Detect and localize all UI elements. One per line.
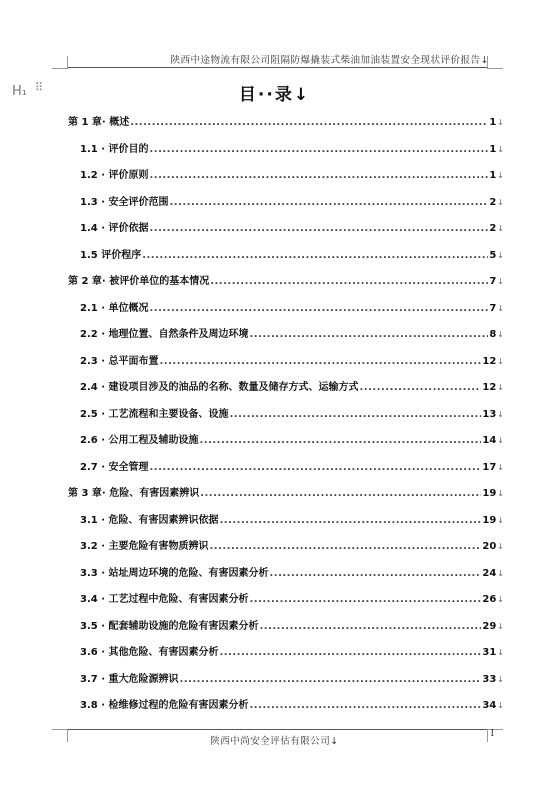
toc-page-number: 20 xyxy=(482,541,497,552)
toc-page-number: 1 xyxy=(489,117,497,128)
paragraph-mark-icon: ↓ xyxy=(497,250,504,260)
heading-style-icon[interactable]: H₁ xyxy=(12,84,27,99)
toc-section-entry[interactable] xyxy=(68,671,504,698)
paragraph-mark-icon: ↓ xyxy=(497,197,504,207)
toc-page-number: 13 xyxy=(482,408,497,420)
toc-page-number: 7 xyxy=(489,276,497,287)
toc-entry-label: 3.8 · 检维修过程的危险有害因素分析 xyxy=(80,700,249,711)
toc-section-entry[interactable] xyxy=(68,194,504,221)
table-of-contents xyxy=(68,114,504,724)
toc-section-entry[interactable] xyxy=(68,697,504,724)
toc-page-number: 26 xyxy=(482,594,497,605)
header-rule xyxy=(68,67,487,68)
toc-page-number: 19 xyxy=(482,488,497,499)
toc-page-number: 31 xyxy=(482,647,497,658)
toc-entry-label: 1.2 · 评价原则 xyxy=(80,170,149,181)
toc-entry-label: 2.7 · 安全管理 xyxy=(80,461,149,473)
toc-entry-label: 3.3 · 站址周边环境的危险、有害因素分析 xyxy=(80,567,269,579)
paragraph-mark-icon: ↓ xyxy=(497,224,504,233)
toc-leader-dots xyxy=(200,485,481,503)
toc-page-number: 1 xyxy=(489,170,497,181)
toc-leader-dots xyxy=(229,406,481,424)
toc-section-entry[interactable] xyxy=(68,247,504,274)
paragraph-mark-icon: ↓ xyxy=(497,595,504,604)
toc-section-entry[interactable] xyxy=(68,644,504,671)
toc-section-entry[interactable] xyxy=(68,220,504,247)
toc-section-entry[interactable] xyxy=(68,406,504,433)
drag-handle-icon[interactable]: ⠿ xyxy=(35,81,45,94)
toc-page-number: 12 xyxy=(482,382,497,393)
toc-section-entry[interactable] xyxy=(68,512,504,539)
toc-title: 目··录↓ xyxy=(238,85,311,105)
toc-section-entry[interactable] xyxy=(68,538,504,565)
toc-section-entry[interactable] xyxy=(68,565,504,592)
crop-mark-top-left xyxy=(52,56,68,69)
toc-page-number: 19 xyxy=(482,514,497,526)
paragraph-mark-icon: ↓ xyxy=(497,330,504,339)
toc-leader-dots xyxy=(209,538,481,556)
toc-entry-label: 3.5 · 配套辅助设施的危险有害因素分析 xyxy=(80,620,259,632)
toc-entry-label: 第 2 章· 被评价单位的基本情况 xyxy=(68,276,210,287)
toc-section-entry[interactable] xyxy=(68,326,504,353)
paragraph-mark-icon: ↓ xyxy=(497,701,504,710)
toc-entry-label: 2.2 · 地理位置、自然条件及周边环境 xyxy=(80,329,249,340)
paragraph-mark-icon: ↓ xyxy=(497,171,504,180)
toc-leader-dots xyxy=(149,300,488,318)
toc-entry-label: 2.4 · 建设项目涉及的油品的名称、数量及储存方式、运输方式 xyxy=(80,382,359,393)
toc-chapter-entry[interactable] xyxy=(68,485,504,512)
toc-entry-label: 1.1 · 评价目的 xyxy=(80,143,149,155)
toc-leader-dots xyxy=(249,326,488,344)
paragraph-mark-icon: ↓ xyxy=(497,542,504,551)
page-header xyxy=(171,52,489,66)
toc-page-number: 8 xyxy=(489,329,497,340)
paragraph-mark-icon: ↓ xyxy=(497,489,504,498)
toc-leader-dots xyxy=(179,671,481,689)
toc-entry-label: 2.3 · 总平面布置 xyxy=(80,355,159,367)
toc-page-number: 14 xyxy=(482,435,497,446)
toc-chapter-entry[interactable] xyxy=(68,114,504,141)
toc-leader-dots xyxy=(130,114,488,132)
toc-section-entry[interactable] xyxy=(68,353,504,380)
toc-leader-dots xyxy=(149,141,488,159)
toc-section-entry[interactable] xyxy=(68,459,504,486)
toc-section-entry[interactable] xyxy=(68,432,504,459)
paragraph-mark-icon: ↓ xyxy=(497,436,504,445)
toc-entry-label: 1.3 · 安全评价范围 xyxy=(80,196,169,208)
toc-leader-dots xyxy=(259,618,481,636)
toc-page-number: 7 xyxy=(489,302,497,314)
paragraph-mark-icon: ↓ xyxy=(497,303,504,313)
toc-section-entry[interactable] xyxy=(68,141,504,168)
paragraph-mark-icon: ↓ xyxy=(497,674,504,684)
toc-page-number: 33 xyxy=(482,673,497,685)
toc-page-number: 17 xyxy=(482,461,497,473)
toc-leader-dots xyxy=(219,644,481,662)
toc-leader-dots xyxy=(149,220,488,238)
toc-leader-dots xyxy=(219,512,481,530)
toc-entry-label: 2.6 · 公用工程及辅助设施 xyxy=(80,435,199,446)
toc-entry-label: 1.4 · 评价依据 xyxy=(80,223,149,234)
toc-leader-dots xyxy=(269,565,481,583)
toc-entry-label: 3.4 · 工艺过程中危险、有害因素分析 xyxy=(80,594,249,605)
crop-mark-top-right xyxy=(487,56,503,69)
footer-rule xyxy=(68,729,487,730)
toc-page-number: 24 xyxy=(482,567,497,579)
paragraph-mark-icon: ↓ xyxy=(497,462,504,472)
paragraph-mark-icon: ↓ xyxy=(497,515,504,525)
toc-entry-label: 第 1 章· 概述 xyxy=(68,117,130,128)
footer-page-number: I xyxy=(490,729,494,739)
toc-leader-dots xyxy=(359,379,481,397)
toc-leader-dots xyxy=(249,697,481,715)
toc-page-number: 2 xyxy=(489,223,497,234)
toc-page-number: 12 xyxy=(482,355,497,367)
toc-chapter-entry[interactable] xyxy=(68,273,504,300)
toc-entry-label: 2.1 · 单位概况 xyxy=(80,302,149,314)
toc-entry-label: 3.1 · 危险、有害因素辨识依据 xyxy=(80,514,219,526)
paragraph-mark-icon: ↓ xyxy=(497,383,504,392)
toc-entry-label: 3.7 · 重大危险源辨识 xyxy=(80,673,179,685)
paragraph-mark-icon: ↓ xyxy=(497,409,504,419)
toc-leader-dots xyxy=(210,273,488,291)
paragraph-mark-icon: ↓ xyxy=(497,118,504,127)
toc-leader-dots xyxy=(142,247,488,265)
toc-entry-label: 1.5 评价程序 xyxy=(80,249,142,261)
paragraph-mark-icon: ↓ xyxy=(497,648,504,657)
toc-entry-label: 第 3 章· 危险、有害因素辨识 xyxy=(68,488,200,499)
paragraph-mark-icon: ↓ xyxy=(497,356,504,366)
paragraph-mark-icon: ↓ xyxy=(497,277,504,286)
toc-leader-dots xyxy=(249,591,481,609)
paragraph-mark-icon: ↓ xyxy=(497,144,504,154)
toc-section-entry[interactable] xyxy=(68,167,504,194)
toc-leader-dots xyxy=(199,432,481,450)
toc-leader-dots xyxy=(159,353,481,371)
toc-section-entry[interactable] xyxy=(68,618,504,645)
toc-page-number: 5 xyxy=(489,249,497,261)
paragraph-mark-icon: ↓ xyxy=(497,568,504,578)
paragraph-mark-icon: ↓ xyxy=(497,621,504,631)
toc-leader-dots xyxy=(149,459,481,477)
toc-entry-label: 2.5 · 工艺流程和主要设备、设施 xyxy=(80,408,229,420)
toc-leader-dots xyxy=(149,167,488,185)
toc-section-entry[interactable] xyxy=(68,300,504,327)
toc-leader-dots xyxy=(169,194,488,212)
toc-section-entry[interactable] xyxy=(68,591,504,618)
toc-page-number: 2 xyxy=(489,196,497,208)
toc-entry-label: 3.6 · 其他危险、有害因素分析 xyxy=(80,647,219,658)
toc-page-number: 29 xyxy=(482,620,497,632)
header-text: 陕西中途物流有限公司阻隔防爆撬装式柴油加油装置安全现状评价报告↓ xyxy=(170,55,489,66)
toc-page-number: 34 xyxy=(482,700,497,711)
toc-page-number: 1 xyxy=(489,143,497,155)
toc-entry-label: 3.2 · 主要危险有害物质辨识 xyxy=(80,541,209,552)
footer-text: 陕西中尚安全评估有限公司↓ xyxy=(210,736,339,747)
toc-section-entry[interactable] xyxy=(68,379,504,406)
